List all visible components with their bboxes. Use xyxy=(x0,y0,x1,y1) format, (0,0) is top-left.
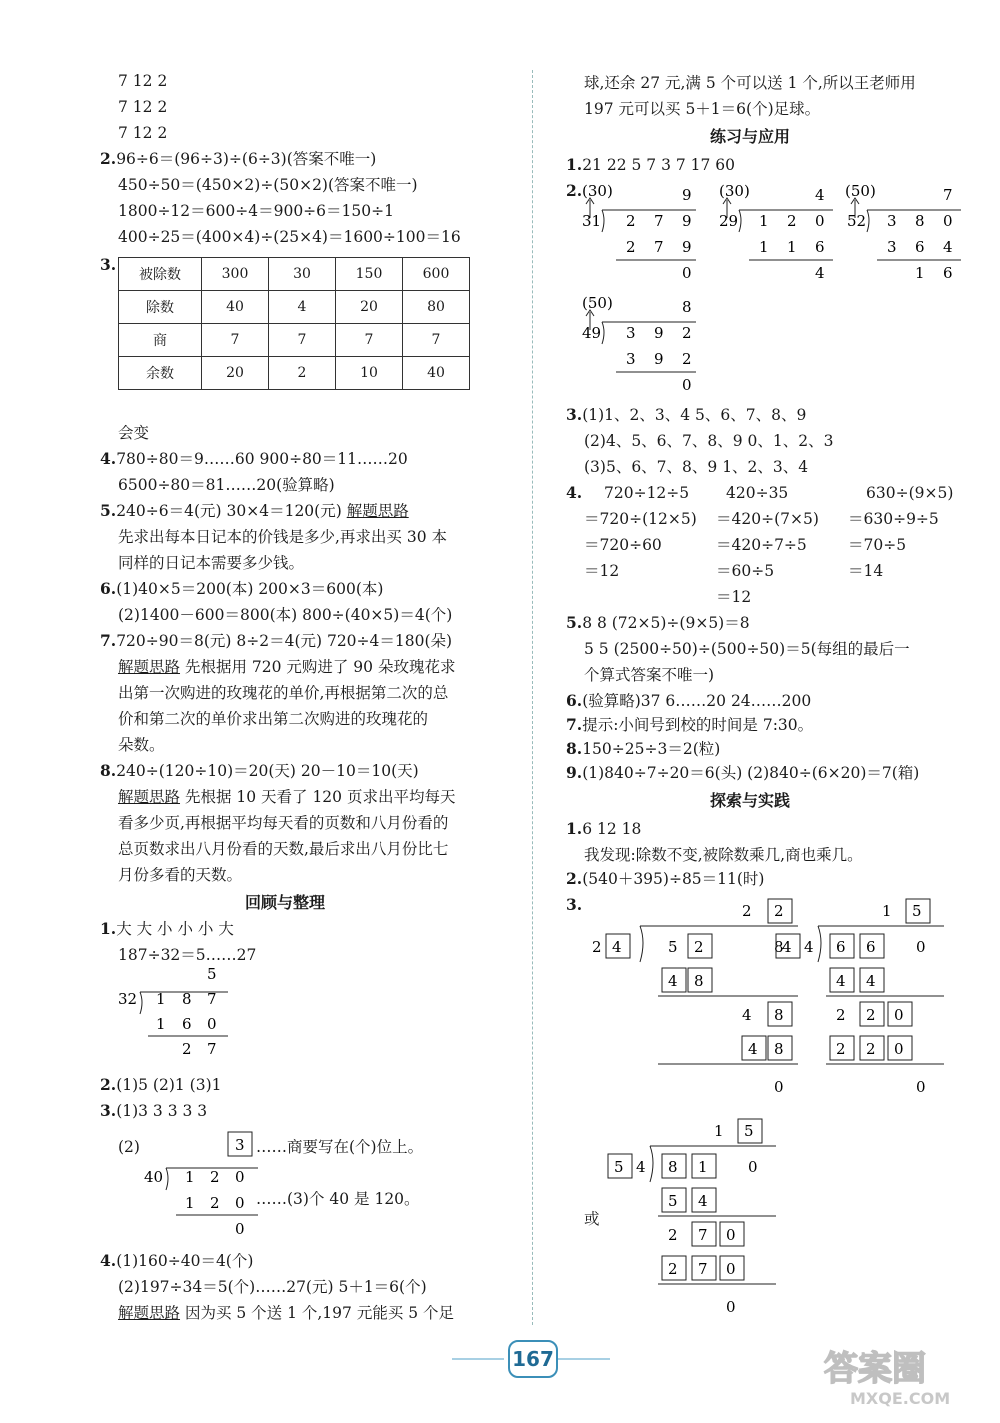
svg-text:0: 0 xyxy=(235,1194,245,1212)
table-cell: 4 xyxy=(269,291,336,324)
fill-in-division-528-by-24 xyxy=(588,896,788,1101)
svg-text:4: 4 xyxy=(698,1192,708,1210)
solution-tip-label: 解题思路 xyxy=(118,788,181,806)
r3-text: (2) xyxy=(118,1138,140,1156)
q4-text: 780÷80＝9……60 900÷80＝11……20 xyxy=(116,450,408,468)
svg-text:0: 0 xyxy=(774,1078,784,1096)
r1-text: 187÷32＝5……27 xyxy=(118,946,257,964)
svg-text:7: 7 xyxy=(654,212,664,230)
q5-line xyxy=(100,500,409,522)
p8-line xyxy=(566,738,720,760)
question-number: 2. xyxy=(100,149,117,168)
svg-text:0: 0 xyxy=(682,376,692,394)
svg-text:8: 8 xyxy=(182,990,192,1008)
p5-text: 个算式答案不唯一) xyxy=(584,666,715,684)
svg-text:2: 2 xyxy=(836,1040,846,1058)
svg-text:3: 3 xyxy=(235,1136,245,1154)
question-number: 4. xyxy=(100,449,117,468)
svg-text:7: 7 xyxy=(698,1260,708,1278)
p3-line xyxy=(566,404,806,426)
svg-text:3: 3 xyxy=(887,212,897,230)
svg-text:0: 0 xyxy=(235,1168,245,1186)
question-number: 2. xyxy=(566,181,583,200)
svg-text:1: 1 xyxy=(714,1122,724,1140)
svg-text:5: 5 xyxy=(668,1192,678,1210)
q8-text: 看多少页,再根据平均每天看的页数和八月份看的 xyxy=(118,814,449,832)
svg-text:0: 0 xyxy=(815,212,825,230)
svg-text:2: 2 xyxy=(626,238,636,256)
continued-text: 197 元可以买 5＋1＝6(个)足球。 xyxy=(584,100,821,118)
question-number: 7. xyxy=(566,715,583,734)
table-line: 7 12 2 xyxy=(118,124,168,142)
svg-text:0: 0 xyxy=(894,1006,904,1024)
svg-text:(30): (30) xyxy=(582,182,613,200)
question-number: 9. xyxy=(566,763,583,782)
e1-line xyxy=(566,818,641,840)
svg-text:9: 9 xyxy=(682,212,692,230)
r2-text: (1)5 (2)1 (3)1 xyxy=(116,1076,222,1094)
r4-line xyxy=(118,1302,454,1324)
svg-text:1: 1 xyxy=(759,212,769,230)
p6-text: (验算略)37 6……20 24……200 xyxy=(582,692,812,710)
e2-line xyxy=(566,868,764,890)
svg-text:2: 2 xyxy=(668,1260,678,1278)
svg-text:答案圈: 答案圈 xyxy=(824,1349,926,1389)
q8-text: 先根据 10 天看了 120 页求出平均每天 xyxy=(180,788,456,806)
table-cell: 30 xyxy=(269,258,336,291)
svg-text:2: 2 xyxy=(682,350,692,368)
p7-text: 提示:小间号到校的时间是 7:30。 xyxy=(582,716,814,734)
table-cell: 20 xyxy=(336,291,403,324)
q4-line xyxy=(100,448,408,470)
svg-text:5: 5 xyxy=(614,1158,624,1176)
table-cell: 7 xyxy=(336,324,403,357)
svg-text:31: 31 xyxy=(582,212,602,230)
r3-line xyxy=(100,1100,207,1122)
question-number: 3. xyxy=(100,255,117,274)
column-divider xyxy=(532,70,533,1325)
r3-note: ……(3)个 40 是 120。 xyxy=(256,1190,420,1208)
q7-line xyxy=(100,630,452,652)
r2-line xyxy=(100,1074,222,1096)
svg-text:6: 6 xyxy=(182,1015,192,1033)
p4-expr: ＝70÷5 xyxy=(848,536,907,554)
svg-text:32: 32 xyxy=(118,990,138,1008)
long-division-392-by-49 xyxy=(578,292,708,397)
r3-text: (1)3 3 3 3 3 xyxy=(116,1102,208,1120)
svg-text:4: 4 xyxy=(612,938,622,956)
svg-text:4: 4 xyxy=(636,1158,646,1176)
p3-text: (3)5、6、7、8、9 1、2、3、4 xyxy=(584,458,809,476)
svg-text:4: 4 xyxy=(804,938,814,956)
svg-text:2: 2 xyxy=(836,1006,846,1024)
question-number: 3. xyxy=(566,405,583,424)
table-cell: 10 xyxy=(336,357,403,390)
p1-text: 21 22 5 7 3 7 17 60 xyxy=(582,156,736,174)
q8-line xyxy=(100,760,419,782)
solution-tip-label: 解题思路 xyxy=(118,658,181,676)
p1-line xyxy=(566,154,735,176)
svg-text:52: 52 xyxy=(847,212,867,230)
svg-text:1: 1 xyxy=(882,902,892,920)
svg-text:5: 5 xyxy=(207,965,217,983)
footer-rule-right xyxy=(558,1358,610,1360)
svg-text:6: 6 xyxy=(915,238,925,256)
svg-text:4: 4 xyxy=(943,238,953,256)
svg-text:(50): (50) xyxy=(845,182,876,200)
question-number: 1. xyxy=(566,819,583,838)
svg-text:2: 2 xyxy=(668,1226,678,1244)
svg-text:8: 8 xyxy=(915,212,925,230)
svg-text:7: 7 xyxy=(207,1040,217,1058)
svg-text:4: 4 xyxy=(742,1006,752,1024)
q6-line xyxy=(100,578,383,600)
q6-text: (1)40×5＝200(本) 200×3＝600(本) xyxy=(116,580,384,598)
table-line: 7 12 2 xyxy=(118,72,168,90)
table-cell: 商 xyxy=(119,324,202,357)
p4-expr: ＝12 xyxy=(716,588,752,606)
table-cell: 除数 xyxy=(119,291,202,324)
svg-text:4: 4 xyxy=(668,972,678,990)
q8-line xyxy=(118,786,455,808)
svg-text:29: 29 xyxy=(719,212,739,230)
q2-text: 400÷25＝(400×4)÷(25×4)＝1600÷100＝16 xyxy=(118,228,461,246)
answer-note: 会变 xyxy=(118,424,150,442)
q4-text: 6500÷80＝81……20(验算略) xyxy=(118,476,335,494)
table-row xyxy=(119,324,470,357)
svg-text:0: 0 xyxy=(726,1298,736,1316)
p9-line xyxy=(566,762,919,784)
svg-text:1: 1 xyxy=(787,238,797,256)
svg-text:9: 9 xyxy=(654,324,664,342)
svg-text:49: 49 xyxy=(582,324,602,342)
svg-text:2: 2 xyxy=(787,212,797,230)
q2-text: 96÷6＝(96÷3)÷(6÷3)(答案不唯一) xyxy=(116,150,377,168)
table-cell: 余数 xyxy=(119,357,202,390)
svg-text:3: 3 xyxy=(626,350,636,368)
svg-text:0: 0 xyxy=(682,264,692,282)
svg-text:0: 0 xyxy=(943,212,953,230)
q7-text: 出第一次购进的玫瑰花的单价,再根据第二次的总 xyxy=(118,684,449,702)
svg-text:6: 6 xyxy=(836,938,846,956)
svg-text:0: 0 xyxy=(207,1015,217,1033)
q6-text: (2)1400－600＝800(本) 800÷(40×5)＝4(个) xyxy=(118,606,453,624)
r4-text: (2)197÷34＝5(个)……27(元) 5＋1＝6(个) xyxy=(118,1278,427,1296)
svg-text:1: 1 xyxy=(185,1168,195,1186)
svg-text:3: 3 xyxy=(626,324,636,342)
svg-text:(30): (30) xyxy=(719,182,750,200)
p3-text: (2)4、5、6、7、8、9 0、1、2、3 xyxy=(584,432,834,450)
svg-text:2: 2 xyxy=(866,1006,876,1024)
table-line: 7 12 2 xyxy=(118,98,168,116)
svg-text:0: 0 xyxy=(916,1078,926,1096)
svg-text:9: 9 xyxy=(654,350,664,368)
svg-text:2: 2 xyxy=(182,1040,192,1058)
long-division-120-by-40 xyxy=(138,1130,268,1242)
question-number: 3. xyxy=(566,895,583,914)
table-row xyxy=(119,357,470,390)
svg-text:0: 0 xyxy=(235,1220,245,1238)
question-number: 6. xyxy=(100,579,117,598)
svg-text:0: 0 xyxy=(894,1040,904,1058)
continued-text: 球,还余 27 元,满 5 个可以送 1 个,所以王老师用 xyxy=(584,74,916,92)
p5-text: 5 5 (2500÷50)÷(500÷50)＝5(每组的最后一 xyxy=(584,640,910,658)
question-number: 3. xyxy=(100,1101,117,1120)
svg-text:4: 4 xyxy=(815,186,825,204)
svg-text:3: 3 xyxy=(887,238,897,256)
solution-tip-label: 解题思路 xyxy=(346,502,409,520)
q5-text: 240÷6＝4(元) 30×4＝120(元) xyxy=(116,502,347,520)
table-cell: 7 xyxy=(269,324,336,357)
svg-text:5: 5 xyxy=(744,1122,754,1140)
p3-text: (1)1、2、3、4 5、6、7、8、9 xyxy=(582,406,807,424)
svg-text:9: 9 xyxy=(682,186,692,204)
q5-text: 同样的日记本需要多少钱。 xyxy=(118,554,305,572)
svg-text:8: 8 xyxy=(774,938,784,956)
e1-text: 6 12 18 xyxy=(582,820,642,838)
q7-line xyxy=(118,656,455,678)
table-row xyxy=(119,258,470,291)
p4-expr: ＝720÷(12×5) xyxy=(584,510,697,528)
svg-text:0: 0 xyxy=(726,1260,736,1278)
table-cell: 600 xyxy=(403,258,470,291)
svg-text:4: 4 xyxy=(866,972,876,990)
long-division-380-by-52 xyxy=(843,180,973,285)
p4-expr: 720÷12÷5 xyxy=(604,484,690,502)
long-division-120-by-29 xyxy=(715,180,845,285)
section-title: 练习与应用 xyxy=(710,127,791,146)
svg-text:9: 9 xyxy=(682,238,692,256)
solution-tip-label: 解题思路 xyxy=(118,1304,181,1322)
svg-text:5: 5 xyxy=(912,902,922,920)
svg-text:2: 2 xyxy=(210,1168,220,1186)
svg-text:7: 7 xyxy=(943,186,953,204)
p4-expr: ＝420÷(7×5) xyxy=(716,510,819,528)
section-title: 探索与实践 xyxy=(710,791,791,810)
long-division-187-by-32 xyxy=(110,962,250,1067)
table-cell: 150 xyxy=(336,258,403,291)
or-label: 或 xyxy=(584,1210,600,1228)
p7-line xyxy=(566,714,813,736)
r4-text: (1)160÷40＝4(个) xyxy=(116,1252,254,1270)
section-title: 回顾与整理 xyxy=(245,893,326,912)
question-number: 7. xyxy=(100,631,117,650)
q7-text: 先根据用 720 元购进了 90 朵玫瑰花求 xyxy=(180,658,456,676)
svg-text:1: 1 xyxy=(698,1158,708,1176)
svg-text:5: 5 xyxy=(668,938,678,956)
svg-text:1: 1 xyxy=(185,1194,195,1212)
svg-text:8: 8 xyxy=(694,972,704,990)
r3-note: ……商要写在(个)位上。 xyxy=(256,1138,424,1156)
svg-text:4: 4 xyxy=(836,972,846,990)
q8-text: 总页数求出八月份看的天数,最后求出八月份比七 xyxy=(118,840,449,858)
svg-text:2: 2 xyxy=(694,938,704,956)
svg-text:8: 8 xyxy=(668,1158,678,1176)
svg-text:8: 8 xyxy=(682,298,692,316)
q7-text: 720÷90＝8(元) 8÷2＝4(元) 720÷4＝180(朵) xyxy=(116,632,453,650)
question-number: 2. xyxy=(566,869,583,888)
svg-text:1: 1 xyxy=(915,264,925,282)
table-cell: 7 xyxy=(403,324,470,357)
table-cell: 300 xyxy=(202,258,269,291)
svg-text:0: 0 xyxy=(748,1158,758,1176)
question-number: 1. xyxy=(100,919,117,938)
r4-text: 因为买 5 个送 1 个,197 元能买 5 个足 xyxy=(180,1304,455,1322)
watermark-logo xyxy=(820,1340,990,1410)
p4-expr: ＝720÷60 xyxy=(584,536,662,554)
svg-text:4: 4 xyxy=(748,1040,758,1058)
q2-line xyxy=(100,148,376,170)
table-cell: 2 xyxy=(269,357,336,390)
division-table xyxy=(118,257,470,390)
table-row xyxy=(119,291,470,324)
svg-text:2: 2 xyxy=(210,1194,220,1212)
svg-text:6: 6 xyxy=(815,238,825,256)
p8-text: 150÷25÷3＝2(粒) xyxy=(582,740,721,758)
p6-line xyxy=(566,690,811,712)
p4-expr: ＝630÷9÷5 xyxy=(848,510,939,528)
svg-text:0: 0 xyxy=(726,1226,736,1244)
table-cell: 20 xyxy=(202,357,269,390)
question-number: 5. xyxy=(100,501,117,520)
svg-text:2: 2 xyxy=(626,212,636,230)
q2-text: 450÷50＝(450×2)÷(50×2)(答案不唯一) xyxy=(118,176,418,194)
q7-text: 朵数。 xyxy=(118,736,165,754)
p5-text: 8 8 (72×5)÷(9×5)＝8 xyxy=(582,614,750,632)
r4-line xyxy=(100,1250,253,1272)
e1-text: 我发现:除数不变,被除数乘几,商也乘几。 xyxy=(584,846,863,864)
svg-text:0: 0 xyxy=(916,938,926,956)
svg-text:1: 1 xyxy=(156,990,166,1008)
svg-text:8: 8 xyxy=(774,1040,784,1058)
p5-line xyxy=(566,612,750,634)
table-cell: 被除数 xyxy=(119,258,202,291)
table-cell: 7 xyxy=(202,324,269,357)
question-number: 4. xyxy=(100,1251,117,1270)
svg-text:40: 40 xyxy=(144,1168,164,1186)
svg-text:4: 4 xyxy=(815,264,825,282)
footer-rule-left xyxy=(452,1358,504,1360)
table-cell: 40 xyxy=(403,357,470,390)
question-number: 1. xyxy=(566,155,583,174)
p4-expr: ＝60÷5 xyxy=(716,562,775,580)
question-number: 8. xyxy=(566,739,583,758)
q8-text: 月份多看的天数。 xyxy=(118,866,243,884)
fill-in-division-660-by-44 xyxy=(776,896,976,1101)
page-number: 167 xyxy=(508,1340,558,1378)
svg-text:4: 4 xyxy=(782,938,792,956)
question-number: 2. xyxy=(100,1075,117,1094)
q2-text: 1800÷12＝600÷4＝900÷6＝150÷1 xyxy=(118,202,394,220)
e2-text: (540＋395)÷85＝11(时) xyxy=(582,870,765,888)
svg-text:2: 2 xyxy=(742,902,752,920)
table-cell: 40 xyxy=(202,291,269,324)
svg-text:1: 1 xyxy=(759,238,769,256)
svg-text:MXQE.COM: MXQE.COM xyxy=(850,1389,951,1408)
svg-text:2: 2 xyxy=(774,902,784,920)
question-number: 6. xyxy=(566,691,583,710)
q5-text: 先求出每本日记本的价钱是多少,再求出买 30 本 xyxy=(118,528,448,546)
question-number: 8. xyxy=(100,761,117,780)
p4-expr: ＝420÷7÷5 xyxy=(716,536,807,554)
svg-text:6: 6 xyxy=(943,264,953,282)
svg-text:1: 1 xyxy=(156,1015,166,1033)
svg-text:2: 2 xyxy=(592,938,602,956)
p9-text: (1)840÷7÷20＝6(头) (2)840÷(6×20)＝7(箱) xyxy=(582,764,920,782)
fill-in-division-810-by-54 xyxy=(608,1116,808,1321)
p4-expr: ＝14 xyxy=(848,562,884,580)
q8-text: 240÷(120÷10)＝20(天) 20－10＝10(天) xyxy=(116,762,419,780)
svg-text:2: 2 xyxy=(866,1040,876,1058)
svg-text:(50): (50) xyxy=(582,294,613,312)
svg-text:7: 7 xyxy=(654,238,664,256)
svg-text:7: 7 xyxy=(207,990,217,1008)
p4-expr: 420÷35 xyxy=(726,484,789,502)
long-division-279-by-31 xyxy=(578,180,708,285)
question-number: 5. xyxy=(566,613,583,632)
svg-text:2: 2 xyxy=(682,324,692,342)
svg-text:8: 8 xyxy=(774,1006,784,1024)
question-number: 4. xyxy=(566,483,583,502)
p4-expr: 630÷(9×5) xyxy=(866,484,954,502)
r1-line xyxy=(100,918,234,940)
q7-text: 价和第二次的单价求出第二次购进的玫瑰花的 xyxy=(118,710,429,728)
p4-expr: ＝12 xyxy=(584,562,620,580)
r1-text: 大 大 小 小 小 大 xyxy=(116,920,234,938)
svg-text:7: 7 xyxy=(698,1226,708,1244)
svg-text:6: 6 xyxy=(866,938,876,956)
table-cell: 80 xyxy=(403,291,470,324)
